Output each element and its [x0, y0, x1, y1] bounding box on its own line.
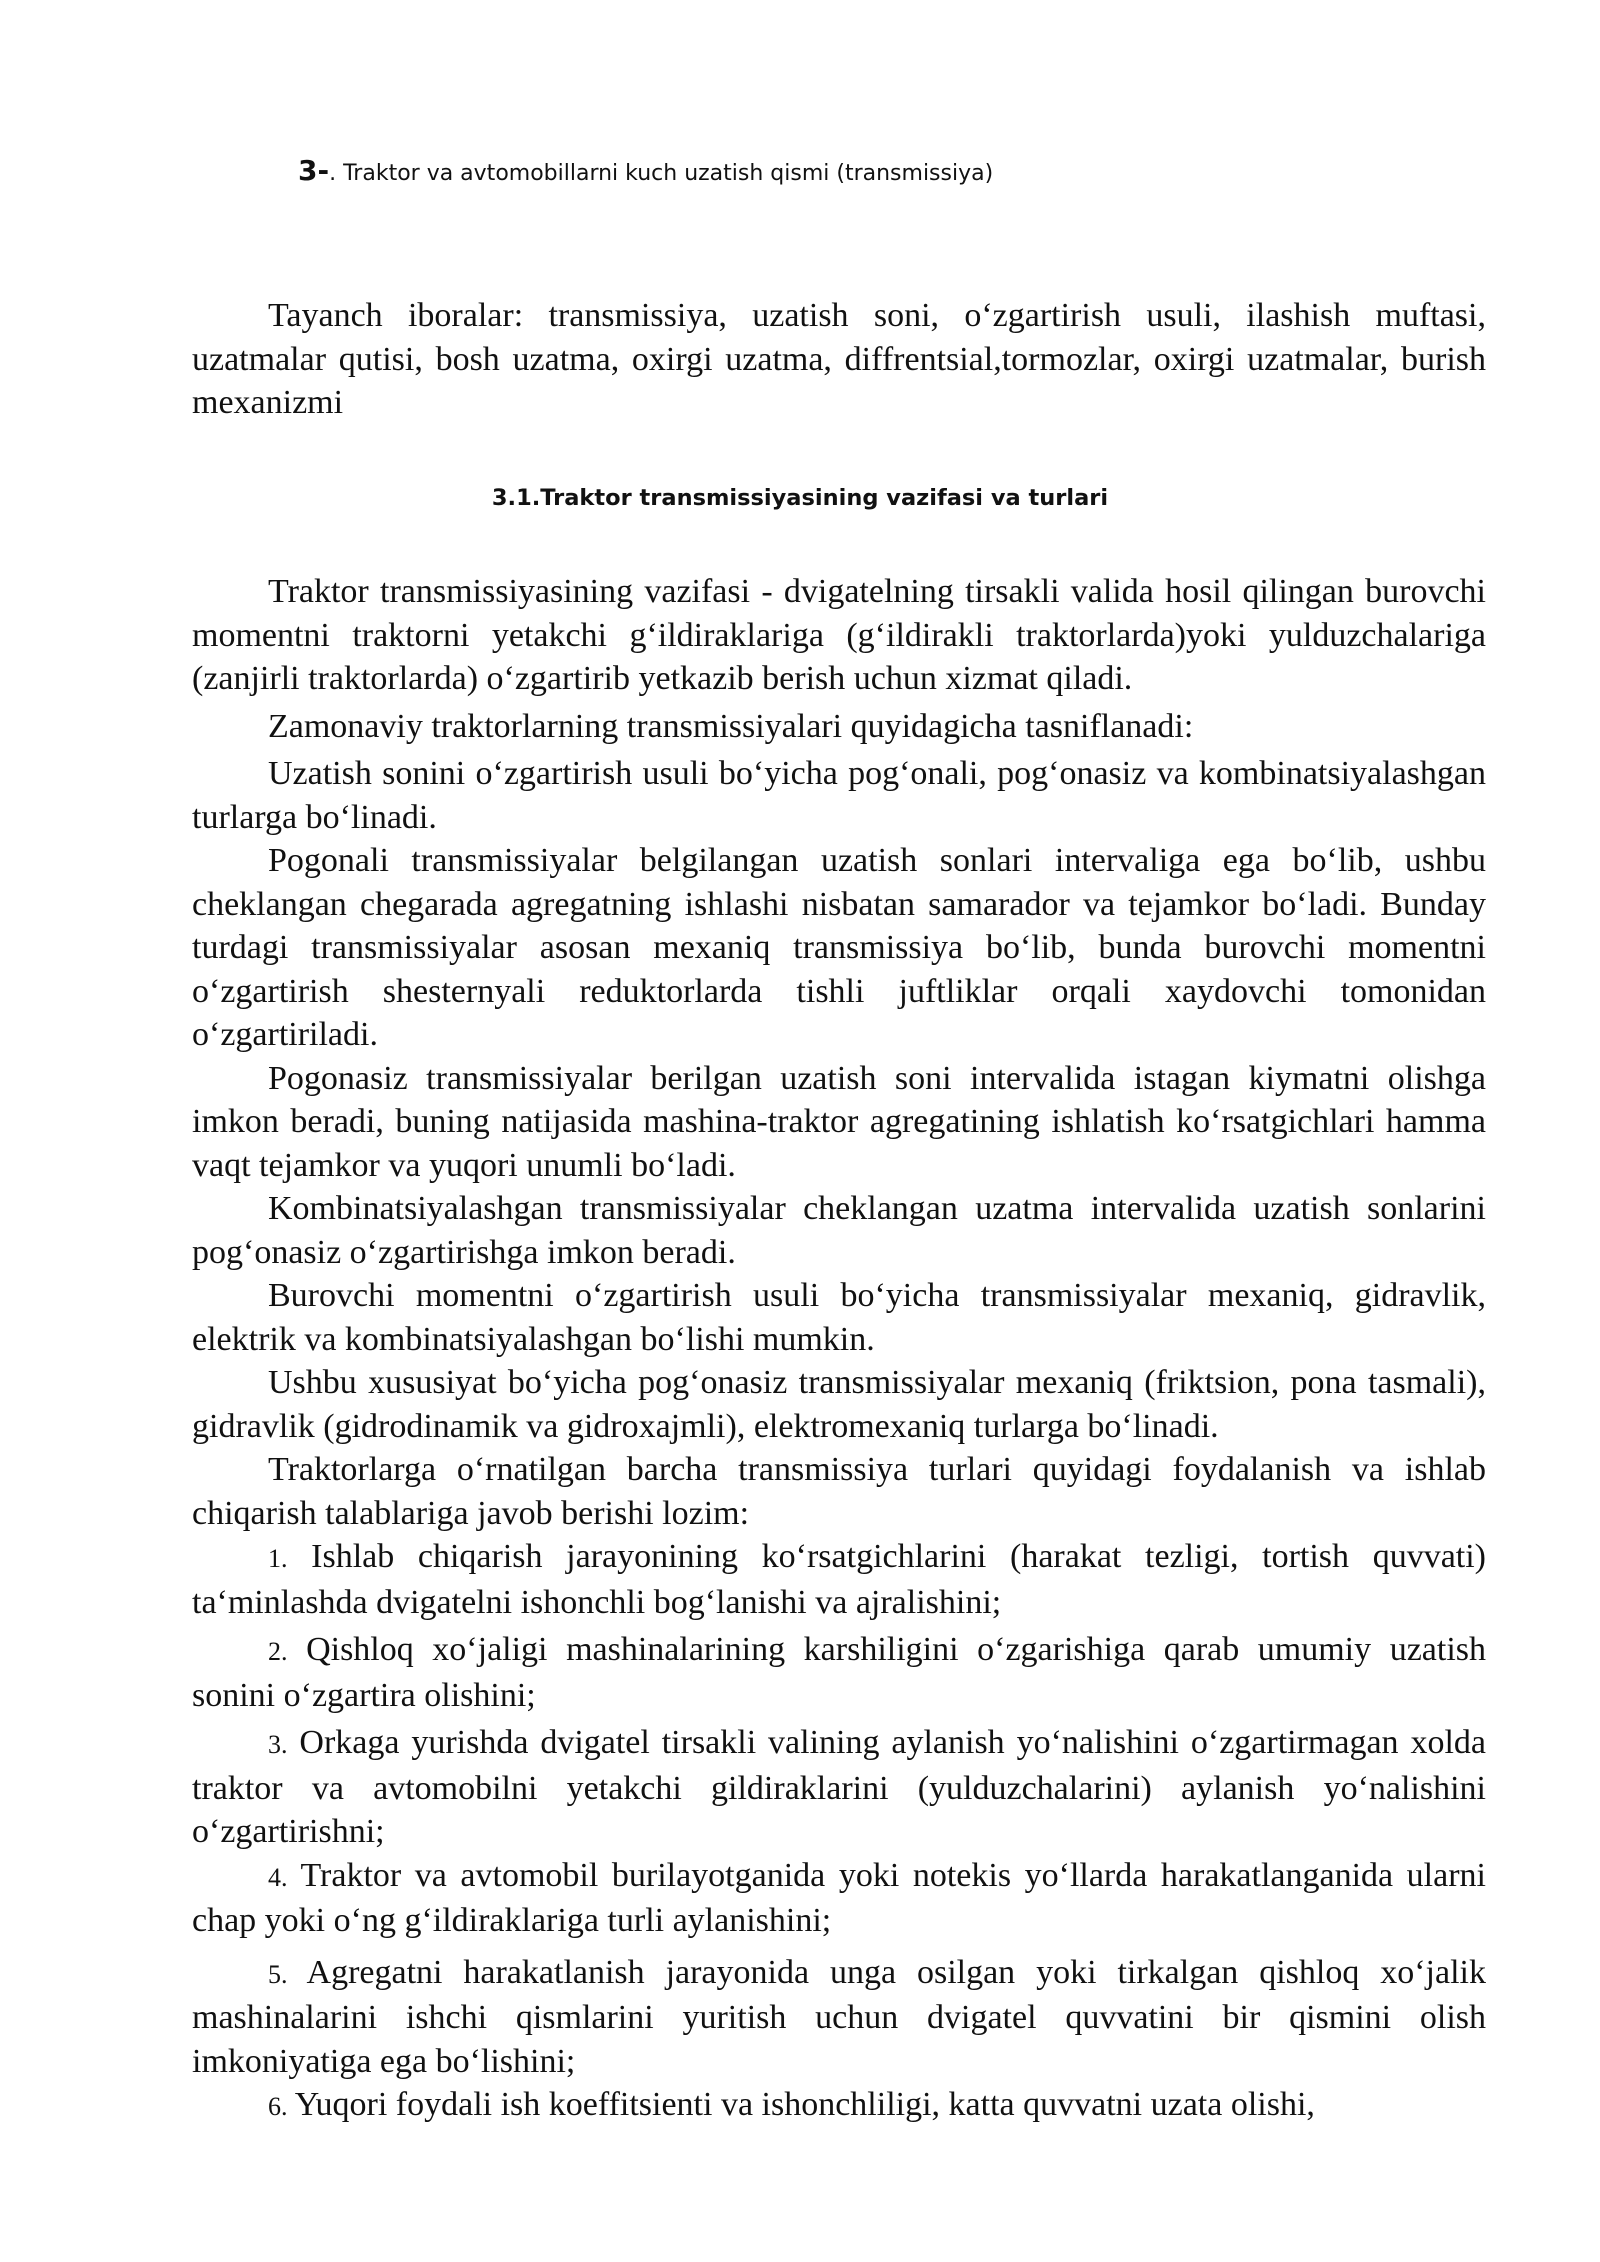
chapter-heading	[298, 154, 993, 187]
chapter-title: . Traktor va avtomobillarni kuch uzatish qismi (transmissiya)	[329, 161, 994, 186]
list-number: 4.	[268, 1862, 288, 1892]
list-text: Orkaga yurishda dvigatel tirsakli valining aylanish yo‘nalishini o‘zgartirmagan xolda traktor va avtomobilni yetakchi gildiraklarini (yulduzchalarini) aylanish yo‘nalishini o‘zgartirishni;	[192, 1724, 1486, 1850]
list-text: Yuqori foydali ish koeffitsienti va ishonchliligi, katta quvvatni uzata olishi,	[287, 2086, 1315, 2123]
paragraph: Traktorlarga o‘rnatilgan barcha transmissiya turlari quyidagi foydalanish va ishlab chiqarish talablariga javob berishi lozim:	[192, 1451, 1486, 1532]
list-item	[192, 2083, 1486, 2129]
list-text: Ishlab chiqarish jarayonining ko‘rsatgichlarini (harakat tezligi, tortish quvvati) ta‘minlashda dvigatelni ishonchli bog‘lanishi va ajralishini;	[192, 1538, 1486, 1621]
paragraph: Pogonali transmissiyalar belgilangan uzatish sonlari intervaliga ega bo‘lib, ushbu cheklangan chegarada agregatning ishlashi nisbatan samarador va tejamkor bo‘ladi. Bunday turdagi transmissiyalar asosan mexaniq transmissiya bo‘lib, bunda burovchi momentni o‘zgartirish shesternyali reduktorlarda tishli juftliklar orqali xaydovchi tomonidan o‘zgartiriladi.	[192, 842, 1486, 1053]
list-item	[192, 1854, 1486, 1943]
list-number: 1.	[268, 1544, 288, 1573]
list-item	[192, 1535, 1486, 1624]
paragraph: Ushbu xususiyat bo‘yicha pog‘onasiz transmissiyalar mexaniq (friktsion, pona tasmali), gidravlik (gidrodinamik va gidroxajmli), elektromexaniq turlarga bo‘linadi.	[192, 1364, 1486, 1445]
list-item	[192, 1951, 1486, 2084]
chapter-number: 3-	[298, 154, 330, 187]
keywords-paragraph: Tayanch iboralar: transmissiya, uzatish soni, o‘zgartirish usuli, ilashish muftasi, uzatmalar qutisi, bosh uzatma, oxirgi uzatma, diffrentsial,tormozlar, oxirgi uzatmalar, burish mexanizmi	[192, 297, 1486, 421]
paragraph: Traktor transmissiyasining vazifasi - dvigatelning tirsakli valida hosil qilingan burovchi momentni traktorni yetakchi g‘ildiraklariga (g‘ildirakli traktorlarda)yoki yulduzchalariga (zanjirli traktorlarda) o‘zgartirib yetkazib berish uchun xizmat qiladi.	[192, 573, 1486, 697]
list-item	[192, 1628, 1486, 1717]
list-number: 2.	[268, 1637, 288, 1666]
list-number: 3.	[268, 1730, 288, 1759]
paragraph: Pogonasiz transmissiyalar berilgan uzatish soni intervalida istagan kiymatni olishga imkon beradi, buning natijasida mashina-traktor agregatining ishlatish ko‘rsatgichlari hamma vaqt tejamkor va yuqori unumli bo‘ladi.	[192, 1059, 1486, 1184]
list-text: Qishloq xo‘jaligi mashinalarining karshiligini o‘zgarishiga qarab umumiy uzatish sonini o‘zgartira olishini;	[192, 1631, 1486, 1714]
section-title: 3.1.Traktor transmissiyasining vazifasi va turlari	[491, 485, 1109, 511]
list-text: Agregatni harakatlanish jarayonida unga osilgan yoki tirkalgan qishloq xo‘jalik mashinalarini ishchi qismlarini yuritish uchun dvigatel quvvatini bir qismini olish imkoniyatiga ega bo‘lishini;	[192, 1953, 1486, 2080]
main-text	[192, 570, 1486, 2129]
paragraph: Burovchi momentni o‘zgartirish usuli bo‘yicha transmissiyalar mexaniq, gidravlik, elektrik va kombinatsiyalashgan bo‘lishi mumkin.	[192, 1277, 1486, 1358]
list-number: 6.	[268, 2092, 288, 2121]
list-item	[192, 1721, 1486, 1854]
keywords-block	[192, 294, 1486, 425]
paragraph: Zamonaviy traktorlarning transmissiyalari quyidagicha tasniflanadi:	[268, 707, 1194, 745]
list-number: 5.	[268, 1959, 288, 1989]
paragraph: Uzatish sonini o‘zgartirish usuli bo‘yicha pog‘onali, pog‘onasiz va kombinatsiyalashgan turlarga bo‘linadi.	[192, 755, 1486, 836]
paragraph: Kombinatsiyalashgan transmissiyalar cheklangan uzatma intervalida uzatish sonlarini pog‘onasiz o‘zgartirishga imkon beradi.	[192, 1190, 1486, 1271]
list-text: Traktor va avtomobil burilayotganida yoki notekis yo‘llarda harakatlanganida ularni chap yoki o‘ng g‘ildiraklariga turli aylanishini;	[192, 1856, 1486, 1939]
